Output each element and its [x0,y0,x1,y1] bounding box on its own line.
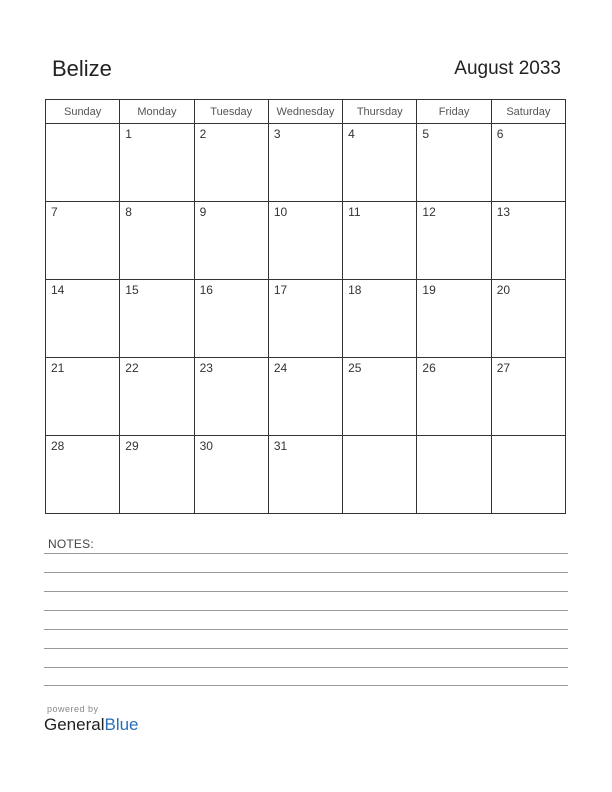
day-number: 29 [125,439,139,453]
day-number: 21 [51,361,65,375]
day-cell [491,358,565,436]
week-row [46,124,566,202]
day-cell [268,358,342,436]
weekday-sunday: Sunday [46,100,120,124]
weekday-monday: Monday [120,100,194,124]
weekday-thursday: Thursday [343,100,417,124]
day-cell [343,124,417,202]
brand-name-blue: Blue [104,715,139,734]
day-number: 24 [273,361,288,375]
day-number: 16 [199,283,213,297]
day-cell [417,358,491,436]
week-row [46,436,566,514]
day-number: 12 [422,205,436,219]
day-number: 22 [125,361,139,375]
day-number: 25 [348,361,362,375]
week-row [46,358,566,436]
week-row [46,202,566,280]
day-number: 8 [125,205,132,219]
day-number: 26 [422,361,436,375]
weekday-saturday: Saturday [491,100,565,124]
day-number [417,436,490,453]
brand-logo [44,704,139,735]
day-cell [268,280,342,358]
day-cell [120,124,194,202]
brand-name-general: General [44,715,105,734]
notes-line [44,648,568,649]
day-number: 27 [496,361,511,375]
notes-line [44,685,568,686]
day-number: 14 [51,283,65,297]
day-number: 30 [199,439,213,453]
day-number: 1 [125,127,132,141]
day-number: 6 [496,127,504,141]
day-number: 9 [199,205,207,219]
day-cell [46,202,120,280]
day-cell [268,124,342,202]
day-cell [417,436,491,514]
notes-line [44,610,568,611]
day-number [343,436,416,453]
day-number: 13 [496,205,511,219]
day-number: 4 [348,127,355,141]
day-cell [343,280,417,358]
powered-by-text: powered by [47,704,99,714]
day-cell [417,280,491,358]
day-number: 19 [422,283,436,297]
day-cell [120,358,194,436]
notes-line [44,629,568,630]
day-cell [268,436,342,514]
notes-line [44,572,568,573]
day-cell [46,436,120,514]
notes-line [44,591,568,592]
day-number: 7 [51,205,58,219]
notes-label: NOTES: [48,537,94,551]
day-number: 18 [348,283,362,297]
weekday-wednesday: Wednesday [268,100,342,124]
day-cell [194,436,268,514]
day-number [492,436,565,453]
day-cell [491,202,565,280]
day-cell [343,202,417,280]
day-cell [194,202,268,280]
day-cell [46,358,120,436]
weekday-tuesday: Tuesday [194,100,268,124]
day-number: 2 [199,127,207,141]
day-number: 17 [273,283,288,297]
day-number: 28 [51,439,65,453]
day-cell [268,202,342,280]
calendar-grid [45,99,566,514]
day-cell [491,280,565,358]
day-cell [343,358,417,436]
day-number [46,124,119,141]
notes-line [44,667,568,668]
day-number: 3 [273,127,281,141]
day-cell [491,436,565,514]
country-title: Belize [52,56,112,81]
day-number: 23 [199,361,213,375]
day-cell [120,280,194,358]
day-number: 31 [273,439,288,453]
day-cell [343,436,417,514]
weekday-friday: Friday [417,100,491,124]
day-cell [491,124,565,202]
notes-line [44,553,568,554]
day-cell [417,124,491,202]
brand-name [44,715,139,735]
day-cell [194,124,268,202]
day-cell [194,358,268,436]
month-year-title: August 2033 [454,58,561,79]
day-cell [46,124,120,202]
day-number: 20 [496,283,511,297]
day-cell [194,280,268,358]
week-row [46,280,566,358]
day-number: 10 [273,205,288,219]
day-cell [46,280,120,358]
day-number: 11 [348,205,361,219]
day-cell [417,202,491,280]
day-number: 5 [422,127,430,141]
weekday-header-row [46,100,566,124]
day-cell [120,436,194,514]
day-number: 15 [125,283,139,297]
day-cell [120,202,194,280]
